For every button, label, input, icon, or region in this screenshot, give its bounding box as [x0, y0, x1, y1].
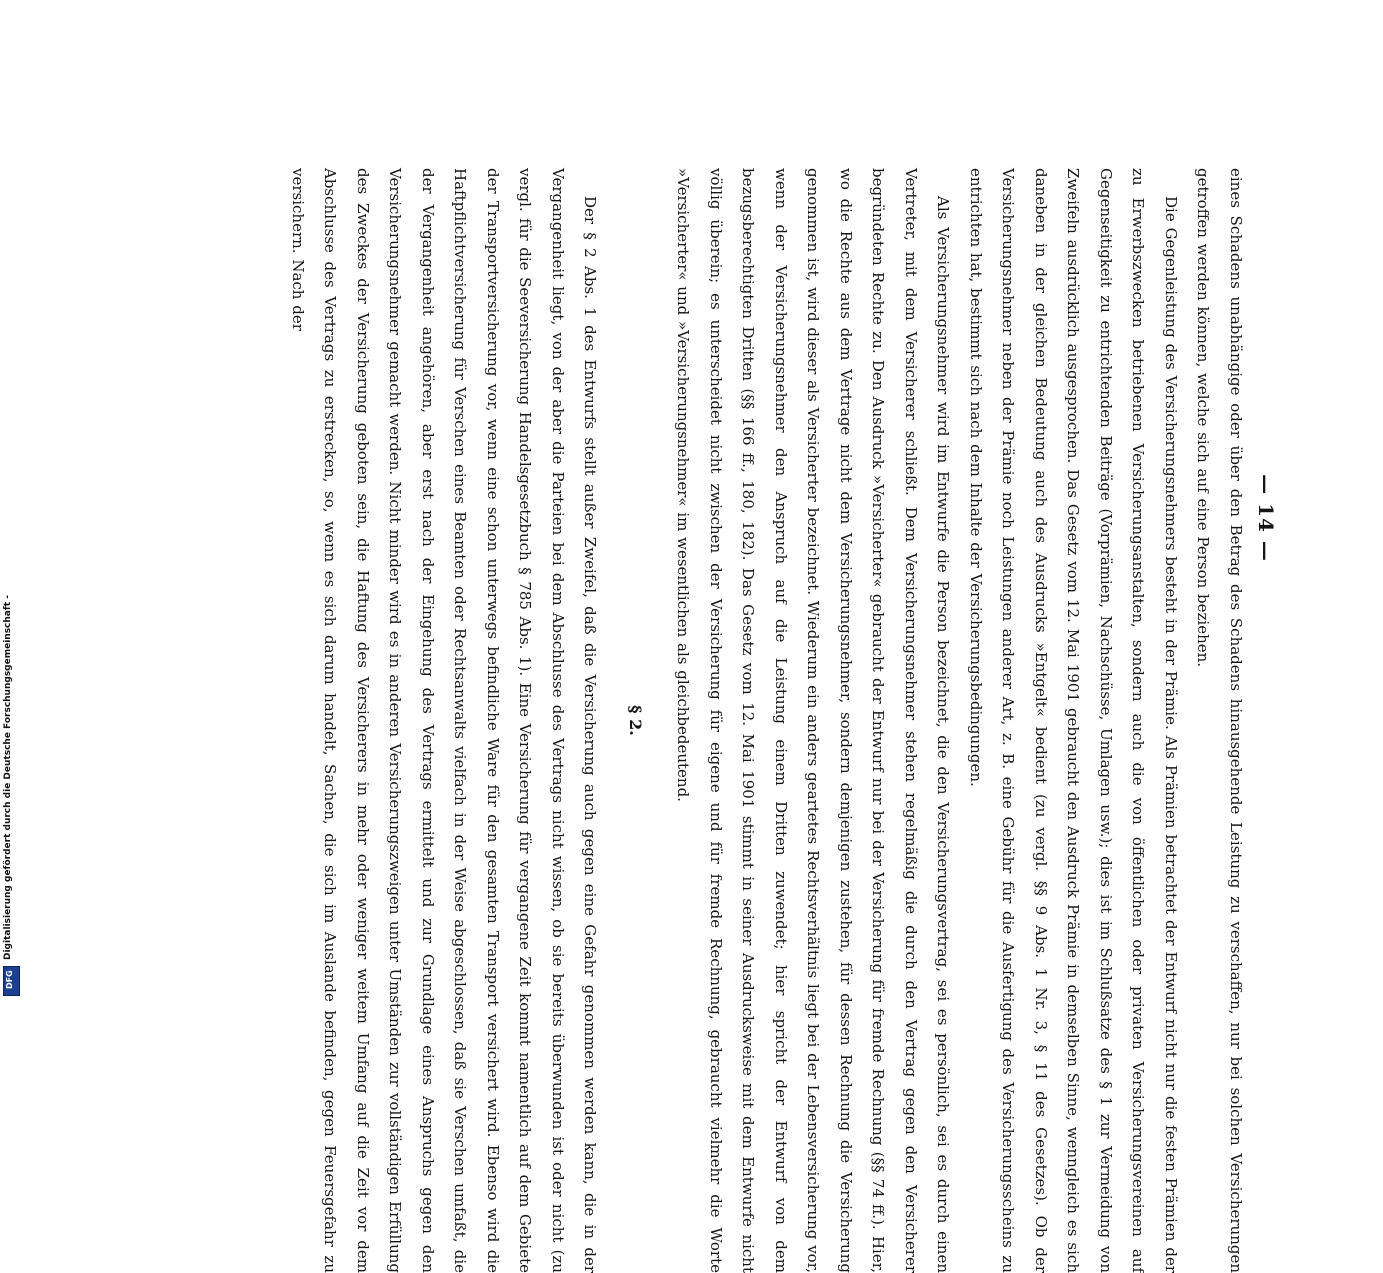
section-heading: § 2. [626, 705, 645, 736]
paragraph: eines Schadens unabhängige oder über den Betrag des Schadens hinausgehende Leistung zu verschaffen, nur bei solchen Versicherungen getroffen werden können, welche sich auf eine Person beziehen. [1194, 168, 1245, 1273]
rotated-text-page [150, 168, 1280, 1273]
dfg-logo [3, 966, 20, 996]
dfg-logo-text: DFG [5, 970, 14, 989]
paragraph: Als Versicherungsnehmer wird im Entwurfe die Person bezeichnet, die den Versicherungsvertrag, sei es persönlich, sei es durch einen Vertreter, mit dem Versicherer schließt. Dem Versicherungsnehmer stehen regelmäßig die durch den Vertrag gegen den Versicherer begründeten Rechte zu. Den Ausdruck »Versicherter« gebraucht der Entwurf nur bei der Versicherung für fremde Rechnung (§§ 74 ff.). Hier, wo die Rechte aus dem Vertrage nicht dem Versicherungsnehmer, sondern demjenigen zustehen, für dessen Rechnung die Versicherung genommen ist, wird dieser als Versicherter bezeichnet. Wiederum ein anders geartetes Rechtsverhältnis liegt bei der Lebensversicherung vor, wenn der Versicherungsnehmer den Anspruch auf die Leistung einem Dritten zuwendet; hier spricht der Entwurf von dem bezugsberechtigten Dritten (§§ 166 ff., 180, 182). Das Gesetz vom 12. Mai 1901 stimmt in seiner Ausdrucksweise mit dem Entwurfe nicht völlig überein; es unterscheidet nicht zwischen der Versicherung für eigene und für fremde Rechnung, gebraucht vielmehr die Worte »Versicherter« und »Versicherungsnehmer« im wesentlichen als gleichbedeutend. [674, 168, 953, 1273]
paragraph: Die Gegenleistung des Versicherungsnehmers besteht in der Prämie. Als Prämien betrachtet der Entwurf nicht nur die festen Prämien der zu Erwerbszwecken betriebenen Versicherungsanstalten, sondern auch die von öffentlichen oder privaten Versicherungsvereinen auf Gegenseitigkeit zu entrichtenden Beiträge (Vorprämien, Nachschüsse, Umlagen usw.); dies ist im Schlußsatze des § 1 zur Vermeidung von Zweifeln ausdrücklich ausgesprochen. Das Gesetz vom 12. Mai 1901 gebraucht den Ausdruck Prämie in demselben Sinne, wenngleich es sich daneben in der gleichen Bedeutung auch des Ausdrucks »Entgelt« bedient (zu vergl. §§ 9 Abs. 1 Nr. 3, § 11 des Gesetzes). Ob der Versicherungsnehmer neben der Prämie noch Leistungen anderer Art, z. B. eine Gebühr für die Ausfertigung des Versicherungsscheins zu entrichten hat, bestimmt sich nach dem Inhalte der Versicherungsbedingungen. [967, 168, 1180, 1273]
digitization-caption [0, 0, 26, 1000]
funding-note: Digitalisierung gefördert durch die Deutsche Forschungsgemeinschaft - [3, 595, 13, 960]
body-text [282, 168, 1253, 1273]
page-number: — 14 — [1254, 474, 1278, 562]
paragraph: Der § 2 Abs. 1 des Entwurfs stellt außer Zweifel, daß die Versicherung auch gegen eine Gefahr genommen werden kann, die in der Vergangenheit liegt, von der aber die Parteien bei dem Abschlusse des Vertrags nicht wissen, ob sie bereits überwunden ist oder nicht (zu vergl. für die Seeversicherung Handelsgesetzbuch § 785 Abs. 1). Eine Versicherung für vergangene Zeit kommt namentlich auf dem Gebiete der Transportversicherung vor, wenn eine schon unterwegs befindliche Ware für den gesamten Transport versichert wird. Ebenso wird die Haftpflichtversicherung für Verschen eines Beamten oder Rechtsanwalts vielfach in der Weise abgeschlossen, daß sie Verschen umfaßt, die der Vergangenheit angehören, aber erst nach der Eingehung des Vertrags ermittelt und zur Grundlage eines Anspruchs gegen den Versicherungsnehmer gemacht werden. Nicht minder wird es in anderen Versicherungszweigen unter Umständen zur vollständigen Erfüllung des Zweckes der Versicherung geboten sein, die Haftung des Versicherers in mehr oder weniger weitem Umfang auf die Zeit vor dem Abschlusse des Vertrags zu erstrecken, so, wenn es sich darum handelt, Sachen, die sich im Auslande befinden, gegen Feuersgefahr zu versichern. Nach der [289, 168, 600, 1273]
